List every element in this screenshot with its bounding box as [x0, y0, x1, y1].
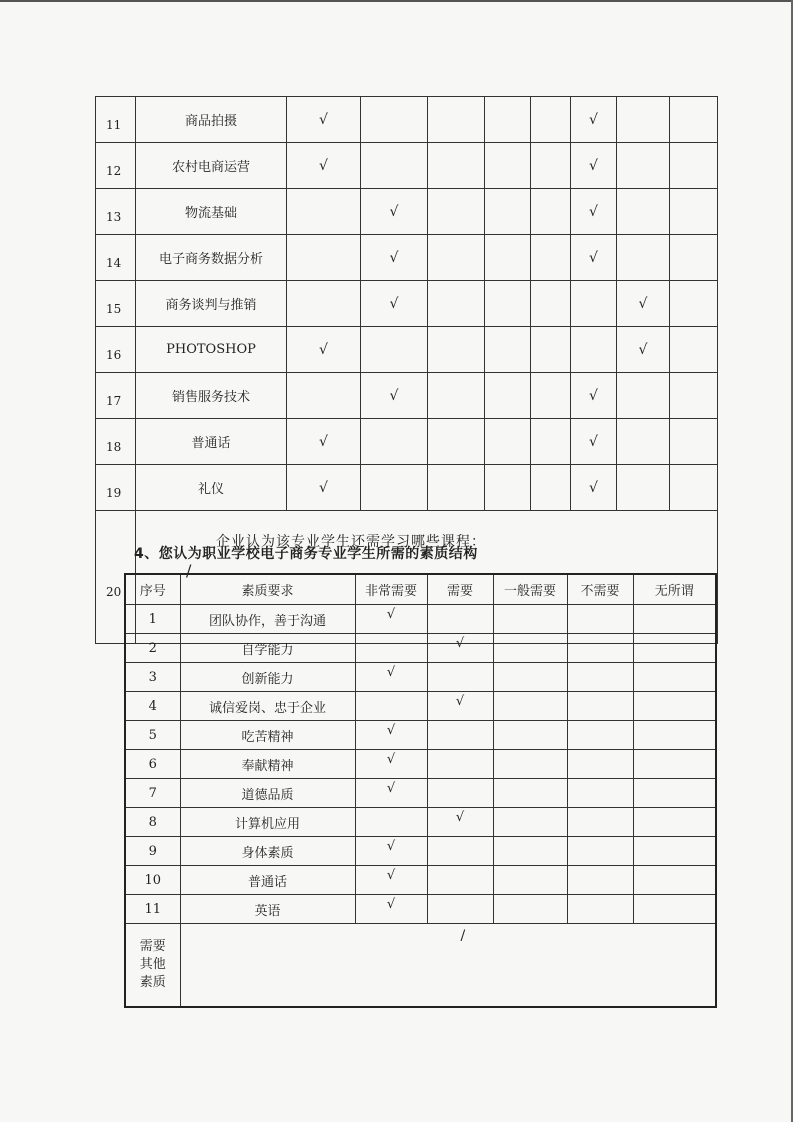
- rating-cell: [571, 465, 617, 511]
- row-number: 15: [96, 281, 136, 327]
- check-mark: √: [589, 249, 598, 266]
- rating-cell: [633, 837, 716, 866]
- rating-cell: [485, 327, 531, 373]
- rating-cell: [493, 837, 567, 866]
- check-mark: √: [389, 203, 399, 220]
- rating-cell: [531, 373, 571, 419]
- rating-cell: [633, 721, 716, 750]
- rating-cell: [287, 465, 361, 511]
- check-mark: √: [389, 249, 399, 266]
- rating-cell: [670, 235, 718, 281]
- rating-cell: [493, 808, 567, 837]
- rating-cell: [567, 808, 633, 837]
- check-mark: √: [386, 838, 396, 854]
- check-mark: √: [455, 809, 465, 825]
- quality-name: 创新能力: [180, 663, 355, 692]
- rating-cell: [427, 721, 493, 750]
- label-line: 其他: [139, 957, 166, 972]
- rating-cell: [670, 281, 718, 327]
- quality-name: 自学能力: [180, 634, 355, 663]
- row-number: 19: [96, 465, 136, 511]
- row-number: 1: [125, 605, 180, 634]
- row-number: 14: [96, 235, 136, 281]
- rating-cell: [485, 465, 531, 511]
- rating-cell: [361, 465, 428, 511]
- rating-cell: [287, 143, 361, 189]
- rating-cell: [287, 97, 361, 143]
- quality-table: [124, 573, 717, 1008]
- rating-cell: [287, 235, 361, 281]
- rating-cell: [571, 189, 617, 235]
- check-mark: √: [589, 203, 598, 220]
- rating-cell: [287, 419, 361, 465]
- rating-cell: [617, 97, 670, 143]
- check-mark: √: [386, 896, 396, 912]
- course-name: 农村电商运营: [136, 143, 287, 189]
- quality-name: 计算机应用: [180, 808, 355, 837]
- column-header: 一般需要: [493, 574, 567, 605]
- rating-cell: [633, 808, 716, 837]
- other-quality-answer: /: [460, 928, 466, 944]
- rating-cell: [633, 779, 716, 808]
- quality-name: 奉献精神: [180, 750, 355, 779]
- note-answer: /: [186, 561, 192, 580]
- rating-cell: [617, 465, 670, 511]
- rating-cell: [287, 327, 361, 373]
- rating-cell: [670, 189, 718, 235]
- course-name: 礼仪: [136, 465, 287, 511]
- rating-cell: [567, 721, 633, 750]
- check-mark: √: [386, 751, 396, 767]
- course-row: [96, 97, 718, 143]
- row-number: 13: [96, 189, 136, 235]
- rating-cell: [670, 465, 718, 511]
- check-mark: √: [319, 479, 328, 496]
- rating-cell: [427, 895, 493, 924]
- quality-row: [125, 837, 716, 866]
- rating-cell: [355, 895, 427, 924]
- quality-name: 吃苦精神: [180, 721, 355, 750]
- row-number: 3: [125, 663, 180, 692]
- rating-cell: [633, 866, 716, 895]
- rating-cell: [287, 189, 361, 235]
- rating-cell: [355, 837, 427, 866]
- quality-name: 诚信爱岗、忠于企业: [180, 692, 355, 721]
- rating-cell: [670, 419, 718, 465]
- rating-cell: [361, 189, 428, 235]
- row-number: 11: [125, 895, 180, 924]
- course-name: 销售服务技术: [136, 373, 287, 419]
- rating-cell: [493, 779, 567, 808]
- rating-cell: [633, 634, 716, 663]
- rating-cell: [428, 235, 485, 281]
- other-quality-label: [125, 924, 180, 1008]
- rating-cell: [355, 663, 427, 692]
- check-mark: √: [389, 387, 399, 404]
- rating-cell: [571, 97, 617, 143]
- quality-name: 英语: [180, 895, 355, 924]
- rating-cell: [567, 895, 633, 924]
- rating-cell: [617, 419, 670, 465]
- column-header: 无所谓: [633, 574, 716, 605]
- quality-row: [125, 866, 716, 895]
- row-number: 8: [125, 808, 180, 837]
- rating-cell: [428, 465, 485, 511]
- rating-cell: [355, 866, 427, 895]
- course-row: [96, 465, 718, 511]
- rating-cell: [531, 327, 571, 373]
- course-row: [96, 373, 718, 419]
- rating-cell: [531, 189, 571, 235]
- check-mark: √: [638, 341, 648, 358]
- quality-row: [125, 605, 716, 634]
- rating-cell: [567, 866, 633, 895]
- check-mark: √: [589, 387, 598, 404]
- rating-cell: [571, 327, 617, 373]
- rating-cell: [670, 373, 718, 419]
- rating-cell: [427, 808, 493, 837]
- quality-row: [125, 663, 716, 692]
- row-number: 18: [96, 419, 136, 465]
- rating-cell: [567, 605, 633, 634]
- course-name: 商务谈判与推销: [136, 281, 287, 327]
- row-number: 12: [96, 143, 136, 189]
- check-mark: √: [389, 295, 399, 312]
- rating-cell: [633, 663, 716, 692]
- row-number: 17: [96, 373, 136, 419]
- check-mark: √: [455, 693, 465, 709]
- rating-cell: [567, 779, 633, 808]
- rating-cell: [355, 779, 427, 808]
- course-name: PHOTOSHOP: [136, 327, 287, 373]
- course-row: [96, 281, 718, 327]
- rating-cell: [485, 143, 531, 189]
- rating-cell: [355, 634, 427, 663]
- check-mark: √: [319, 157, 328, 174]
- rating-cell: [531, 419, 571, 465]
- rating-cell: [361, 143, 428, 189]
- rating-cell: [427, 634, 493, 663]
- quality-name: 团队协作，善于沟通: [180, 605, 355, 634]
- rating-cell: [617, 143, 670, 189]
- section-4-title: 4、您认为职业学校电子商务专业学生所需的素质结构: [134, 546, 478, 562]
- rating-cell: [571, 143, 617, 189]
- rating-cell: [617, 373, 670, 419]
- rating-cell: [485, 235, 531, 281]
- rating-cell: [531, 465, 571, 511]
- rating-cell: [428, 97, 485, 143]
- quality-row: [125, 895, 716, 924]
- rating-cell: [355, 808, 427, 837]
- check-mark: √: [589, 111, 598, 128]
- rating-cell: [427, 605, 493, 634]
- course-name: 物流基础: [136, 189, 287, 235]
- rating-cell: [287, 373, 361, 419]
- rating-cell: [427, 663, 493, 692]
- rating-cell: [567, 750, 633, 779]
- check-mark: √: [386, 867, 396, 883]
- column-header: 非常需要: [355, 574, 427, 605]
- rating-cell: [617, 281, 670, 327]
- rating-cell: [571, 235, 617, 281]
- rating-cell: [493, 605, 567, 634]
- rating-cell: [617, 235, 670, 281]
- rating-cell: [670, 143, 718, 189]
- rating-cell: [355, 721, 427, 750]
- quality-row: [125, 721, 716, 750]
- quality-row: [125, 808, 716, 837]
- course-name: 电子商务数据分析: [136, 235, 287, 281]
- check-mark: √: [589, 479, 598, 496]
- check-mark: √: [589, 433, 598, 450]
- row-number: 5: [125, 721, 180, 750]
- rating-cell: [361, 419, 428, 465]
- rating-cell: [571, 373, 617, 419]
- other-quality-row: [125, 924, 716, 1008]
- page-top-edge: [0, 0, 793, 2]
- rating-cell: [531, 97, 571, 143]
- course-row: [96, 143, 718, 189]
- rating-cell: [633, 750, 716, 779]
- column-header: 需要: [427, 574, 493, 605]
- rating-cell: [633, 692, 716, 721]
- rating-cell: [428, 419, 485, 465]
- rating-cell: [427, 779, 493, 808]
- course-row: [96, 235, 718, 281]
- check-mark: √: [319, 433, 328, 450]
- check-mark: √: [386, 722, 396, 738]
- rating-cell: [567, 837, 633, 866]
- rating-cell: [567, 634, 633, 663]
- row-number: 2: [125, 634, 180, 663]
- column-header: 素质要求: [180, 574, 355, 605]
- label-line: 素质: [139, 975, 166, 990]
- check-mark: √: [319, 341, 328, 358]
- row-number: 10: [125, 866, 180, 895]
- course-row: [96, 419, 718, 465]
- check-mark: √: [386, 664, 396, 680]
- rating-cell: [428, 189, 485, 235]
- rating-cell: [617, 189, 670, 235]
- rating-cell: [493, 692, 567, 721]
- rating-cell: [493, 634, 567, 663]
- rating-cell: [531, 235, 571, 281]
- check-mark: √: [386, 606, 396, 622]
- note-question: 企业认为该专业学生还需学习哪些课程：: [216, 534, 486, 550]
- rating-cell: [485, 373, 531, 419]
- rating-cell: [493, 721, 567, 750]
- rating-cell: [493, 663, 567, 692]
- row-number: 7: [125, 779, 180, 808]
- rating-cell: [427, 750, 493, 779]
- rating-cell: [427, 692, 493, 721]
- rating-cell: [361, 235, 428, 281]
- rating-cell: [493, 750, 567, 779]
- course-row: [96, 189, 718, 235]
- rating-cell: [670, 97, 718, 143]
- row-number: 4: [125, 692, 180, 721]
- rating-cell: [361, 373, 428, 419]
- rating-cell: [493, 895, 567, 924]
- rating-cell: [633, 895, 716, 924]
- check-mark: √: [638, 295, 648, 312]
- check-mark: √: [319, 111, 328, 128]
- rating-cell: [633, 605, 716, 634]
- check-mark: √: [589, 157, 598, 174]
- header-row: [125, 574, 716, 605]
- rating-cell: [428, 327, 485, 373]
- rating-cell: [428, 143, 485, 189]
- other-quality-answer-cell: [180, 924, 716, 1008]
- column-header: 序号: [125, 574, 180, 605]
- rating-cell: [361, 281, 428, 327]
- rating-cell: [427, 866, 493, 895]
- rating-cell: [485, 419, 531, 465]
- rating-cell: [617, 327, 670, 373]
- course-name: 商品拍摄: [136, 97, 287, 143]
- check-mark: √: [386, 780, 396, 796]
- rating-cell: [531, 143, 571, 189]
- rating-cell: [355, 605, 427, 634]
- rating-cell: [567, 663, 633, 692]
- rating-cell: [355, 750, 427, 779]
- quality-row: [125, 750, 716, 779]
- check-mark: √: [455, 635, 465, 651]
- rating-cell: [531, 281, 571, 327]
- label-line: 需要: [139, 939, 166, 954]
- rating-cell: [361, 97, 428, 143]
- rating-cell: [485, 189, 531, 235]
- rating-cell: [428, 281, 485, 327]
- quality-row: [125, 779, 716, 808]
- row-number: 6: [125, 750, 180, 779]
- quality-name: 身体素质: [180, 837, 355, 866]
- course-name: 普通话: [136, 419, 287, 465]
- column-header: 不需要: [567, 574, 633, 605]
- rating-cell: [485, 281, 531, 327]
- rating-cell: [485, 97, 531, 143]
- quality-row: [125, 692, 716, 721]
- rating-cell: [670, 327, 718, 373]
- row-number: 20: [96, 511, 136, 644]
- row-number: 9: [125, 837, 180, 866]
- row-number: 16: [96, 327, 136, 373]
- course-row: [96, 327, 718, 373]
- rating-cell: [571, 419, 617, 465]
- rating-cell: [571, 281, 617, 327]
- row-number: 11: [96, 97, 136, 143]
- rating-cell: [287, 281, 361, 327]
- rating-cell: [428, 373, 485, 419]
- rating-cell: [361, 327, 428, 373]
- quality-name: 普通话: [180, 866, 355, 895]
- quality-row: [125, 634, 716, 663]
- rating-cell: [567, 692, 633, 721]
- rating-cell: [355, 692, 427, 721]
- quality-name: 道德品质: [180, 779, 355, 808]
- rating-cell: [427, 837, 493, 866]
- rating-cell: [493, 866, 567, 895]
